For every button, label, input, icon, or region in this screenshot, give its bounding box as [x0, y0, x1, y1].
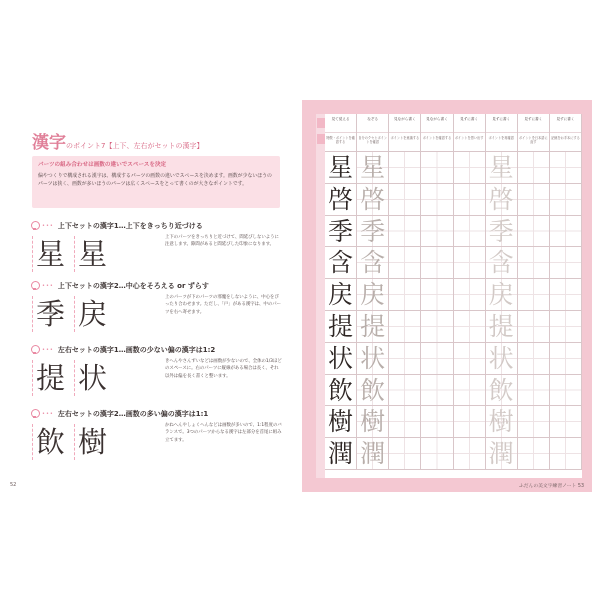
- example-char: 戻: [74, 296, 110, 332]
- intro-box: [32, 156, 280, 208]
- practice-sheet: [316, 114, 582, 478]
- dots-icon: •••: [42, 347, 54, 353]
- header-hint: ポイントを思い出す: [454, 136, 484, 140]
- practice-cell[interactable]: [518, 375, 550, 406]
- practice-cell[interactable]: [421, 184, 453, 215]
- practice-cell[interactable]: [389, 406, 421, 437]
- practice-cell[interactable]: [421, 343, 453, 374]
- faint-trace-char[interactable]: 含: [486, 247, 518, 278]
- practice-cell[interactable]: [550, 279, 582, 310]
- practice-cell[interactable]: [389, 438, 421, 469]
- practice-cell[interactable]: [518, 311, 550, 342]
- model-char: 潤: [325, 438, 357, 469]
- practice-row: [325, 343, 582, 375]
- practice-grid: [325, 152, 582, 470]
- header-hint: 記憶をお手本にする: [551, 136, 580, 140]
- practice-row: [325, 406, 582, 438]
- practice-cell[interactable]: [389, 247, 421, 278]
- header-step: 見ながら書く: [421, 114, 452, 133]
- practice-cell[interactable]: [518, 438, 550, 469]
- practice-cell[interactable]: [550, 438, 582, 469]
- practice-cell[interactable]: [454, 406, 486, 437]
- faint-trace-char[interactable]: 樹: [486, 406, 518, 437]
- model-char: 提: [325, 311, 357, 342]
- practice-row: [325, 152, 582, 184]
- practice-cell[interactable]: [518, 184, 550, 215]
- header-step: 見ずに書く: [550, 114, 581, 133]
- intro-body: 偏やつくりで構成される漢字は、構成するパーツの画数の違いでスペースを決めます。画数が少ないほうのパーツは狭く、画数が多いほうのパーツは広くスペースをとって書くのが大きなポイントです。: [38, 173, 272, 188]
- page-footer: [519, 482, 584, 489]
- practice-cell[interactable]: [550, 152, 582, 183]
- practice-row: [325, 216, 582, 248]
- header-col: [325, 114, 357, 152]
- practice-cell[interactable]: [421, 247, 453, 278]
- header-step: なぞる: [357, 114, 388, 133]
- practice-cell[interactable]: [454, 343, 486, 374]
- example-chars: [32, 424, 110, 460]
- faint-trace-char[interactable]: 潤: [486, 438, 518, 469]
- model-char: 含: [325, 247, 357, 278]
- practice-row: [325, 247, 582, 279]
- model-char: 星: [325, 152, 357, 183]
- lightbulb-icon: [30, 221, 39, 231]
- intro-heading: パーツの組み合わせは画数の違いでスペースを決定: [38, 162, 167, 168]
- section-1: [30, 220, 285, 278]
- header-step: 見ずに書く: [486, 114, 517, 133]
- section-4: [30, 408, 285, 466]
- model-char: 状: [325, 343, 357, 374]
- header-col: [486, 114, 518, 152]
- left-page: [10, 100, 293, 492]
- dots-icon: •••: [42, 283, 54, 289]
- practice-cell[interactable]: [518, 343, 550, 374]
- header-hint: 特徴・ポイントを確認する: [326, 136, 355, 145]
- trace-char[interactable]: 樹: [357, 406, 389, 437]
- practice-cell[interactable]: [454, 438, 486, 469]
- title-text: のポイント7【上下、左右がセットの漢字】: [66, 142, 204, 150]
- model-char: 季: [325, 216, 357, 247]
- lightbulb-icon: [30, 345, 39, 355]
- dots-icon: •••: [42, 411, 54, 417]
- page-number: 52: [10, 482, 17, 488]
- trace-char[interactable]: 星: [357, 152, 389, 183]
- practice-row: [325, 279, 582, 311]
- header-col: [389, 114, 421, 152]
- faint-trace-char[interactable]: 提: [486, 311, 518, 342]
- practice-cell[interactable]: [518, 152, 550, 183]
- practice-cell[interactable]: [389, 279, 421, 310]
- header-step: 見て覚える: [325, 114, 356, 133]
- section-note: きへんやさんずいなどは画数が少ないので、全体の1/3ほどのスペースに。右のパーツに縦線がある場合は長く、それ以外は偏を長く書くと整います。: [165, 359, 282, 379]
- header-step: 見ずに書く: [518, 114, 549, 133]
- practice-cell[interactable]: [421, 311, 453, 342]
- model-char: 啓: [325, 184, 357, 215]
- practice-cell[interactable]: [550, 343, 582, 374]
- practice-cell[interactable]: [389, 184, 421, 215]
- trace-char[interactable]: 含: [357, 247, 389, 278]
- practice-cell[interactable]: [454, 311, 486, 342]
- header-hint: ポイントを再確認: [488, 136, 514, 140]
- header-step: 見ずに書く: [454, 114, 485, 133]
- example-char: 星: [74, 236, 110, 272]
- header-col: [421, 114, 453, 152]
- practice-cell[interactable]: [421, 406, 453, 437]
- example-char: 樹: [74, 424, 110, 460]
- title-kanji: 漢字: [32, 133, 66, 153]
- practice-cell[interactable]: [550, 216, 582, 247]
- practice-cell[interactable]: [454, 279, 486, 310]
- example-chars: [32, 360, 110, 396]
- practice-cell[interactable]: [518, 247, 550, 278]
- example-char: 飲: [32, 424, 68, 460]
- practice-cell[interactable]: [454, 216, 486, 247]
- practice-cell[interactable]: [550, 311, 582, 342]
- trace-char[interactable]: 潤: [357, 438, 389, 469]
- example-chars: [32, 296, 110, 332]
- header-col: [357, 114, 389, 152]
- practice-cell[interactable]: [550, 406, 582, 437]
- header-hint: ポイントを意識する: [390, 136, 420, 140]
- practice-cell[interactable]: [421, 216, 453, 247]
- right-page: [302, 100, 592, 492]
- practice-cell[interactable]: [389, 216, 421, 247]
- side-tab: [316, 114, 325, 478]
- section-2: [30, 280, 285, 338]
- section-title: 左右セットの漢字2…画数の多い偏の漢字は1:1: [57, 410, 209, 418]
- practice-cell[interactable]: [550, 375, 582, 406]
- practice-row: [325, 311, 582, 343]
- practice-row: [325, 438, 582, 470]
- lightbulb-icon: [30, 409, 39, 419]
- model-char: 樹: [325, 406, 357, 437]
- example-chars: [32, 236, 110, 272]
- faint-trace-char[interactable]: 星: [486, 152, 518, 183]
- trace-char[interactable]: 啓: [357, 184, 389, 215]
- example-char: 状: [74, 360, 110, 396]
- practice-cell[interactable]: [518, 406, 550, 437]
- practice-row: [325, 184, 582, 216]
- page-number: 53: [577, 484, 584, 489]
- section-heading: [30, 344, 215, 356]
- faint-trace-char[interactable]: 飲: [486, 375, 518, 406]
- trace-char[interactable]: 戻: [357, 279, 389, 310]
- model-char: 飲: [325, 375, 357, 406]
- faint-trace-char[interactable]: 季: [486, 216, 518, 247]
- example-char: 提: [32, 360, 68, 396]
- section-heading: [30, 280, 209, 292]
- section-note: 上のパーツが下のパーツの邪魔をしないように、中心をぴったり合わせます。ただし、「戸」がある漢字は、中のパーツを右へ寄せます。: [165, 295, 281, 315]
- section-heading: [30, 220, 203, 232]
- page-title: [32, 128, 203, 153]
- practice-cell[interactable]: [518, 216, 550, 247]
- section-title: 左右セットの漢字1…画数の少ない偏の漢字は1:2: [57, 346, 216, 354]
- header-col: [518, 114, 550, 152]
- section-note: かねへんやしょくへんなどは画数が多いので、1:1程度のバランスで。3つのパーツからなる漢字は左部分を首尾に組み立てます。: [165, 423, 282, 443]
- faint-trace-char[interactable]: 戻: [486, 279, 518, 310]
- practice-header: [325, 114, 582, 152]
- practice-cell[interactable]: [421, 152, 453, 183]
- practice-row: [325, 375, 582, 407]
- practice-cell[interactable]: [454, 375, 486, 406]
- section-title: 上下セットの漢字1…上下をきっちり近づける: [57, 222, 203, 230]
- section-3: [30, 344, 285, 402]
- faint-trace-char[interactable]: 状: [486, 343, 518, 374]
- dots-icon: •••: [42, 223, 54, 229]
- section-title: 上下セットの漢字2…中心をそろえる or ずらす: [57, 282, 209, 290]
- trace-char[interactable]: 提: [357, 311, 389, 342]
- footer-label: ふだんの美文字練習ノート: [518, 484, 577, 489]
- practice-cell[interactable]: [389, 375, 421, 406]
- lightbulb-icon: [30, 281, 39, 291]
- header-col: [550, 114, 582, 152]
- practice-cell[interactable]: [454, 152, 486, 183]
- trace-char[interactable]: 季: [357, 216, 389, 247]
- header-hint: ポイントを確認する: [422, 136, 452, 140]
- practice-cell[interactable]: [389, 311, 421, 342]
- practice-cell[interactable]: [454, 184, 486, 215]
- practice-cell[interactable]: [550, 247, 582, 278]
- model-char: 戻: [325, 279, 357, 310]
- trace-char[interactable]: 状: [357, 343, 389, 374]
- practice-cell[interactable]: [421, 279, 453, 310]
- example-char: 季: [32, 296, 68, 332]
- header-hint: ポイントを日本語に直す: [518, 136, 548, 145]
- practice-cell[interactable]: [389, 343, 421, 374]
- faint-trace-char[interactable]: 啓: [486, 184, 518, 215]
- header-step: 見ながら書く: [389, 114, 420, 133]
- practice-cell[interactable]: [454, 247, 486, 278]
- example-char: 星: [32, 236, 68, 272]
- section-heading: [30, 408, 208, 420]
- practice-cell[interactable]: [421, 438, 453, 469]
- practice-cell[interactable]: [550, 184, 582, 215]
- header-col: [454, 114, 486, 152]
- trace-char[interactable]: 飲: [357, 375, 389, 406]
- section-note: 上下のパーツをきっちりと近づけて、間延びしないように注意します。隙間があると間延びした印象になります。: [165, 235, 279, 248]
- practice-cell[interactable]: [518, 279, 550, 310]
- practice-cell[interactable]: [389, 152, 421, 183]
- practice-cell[interactable]: [421, 375, 453, 406]
- header-hint: 自分のクセとポイントを確認: [358, 136, 388, 145]
